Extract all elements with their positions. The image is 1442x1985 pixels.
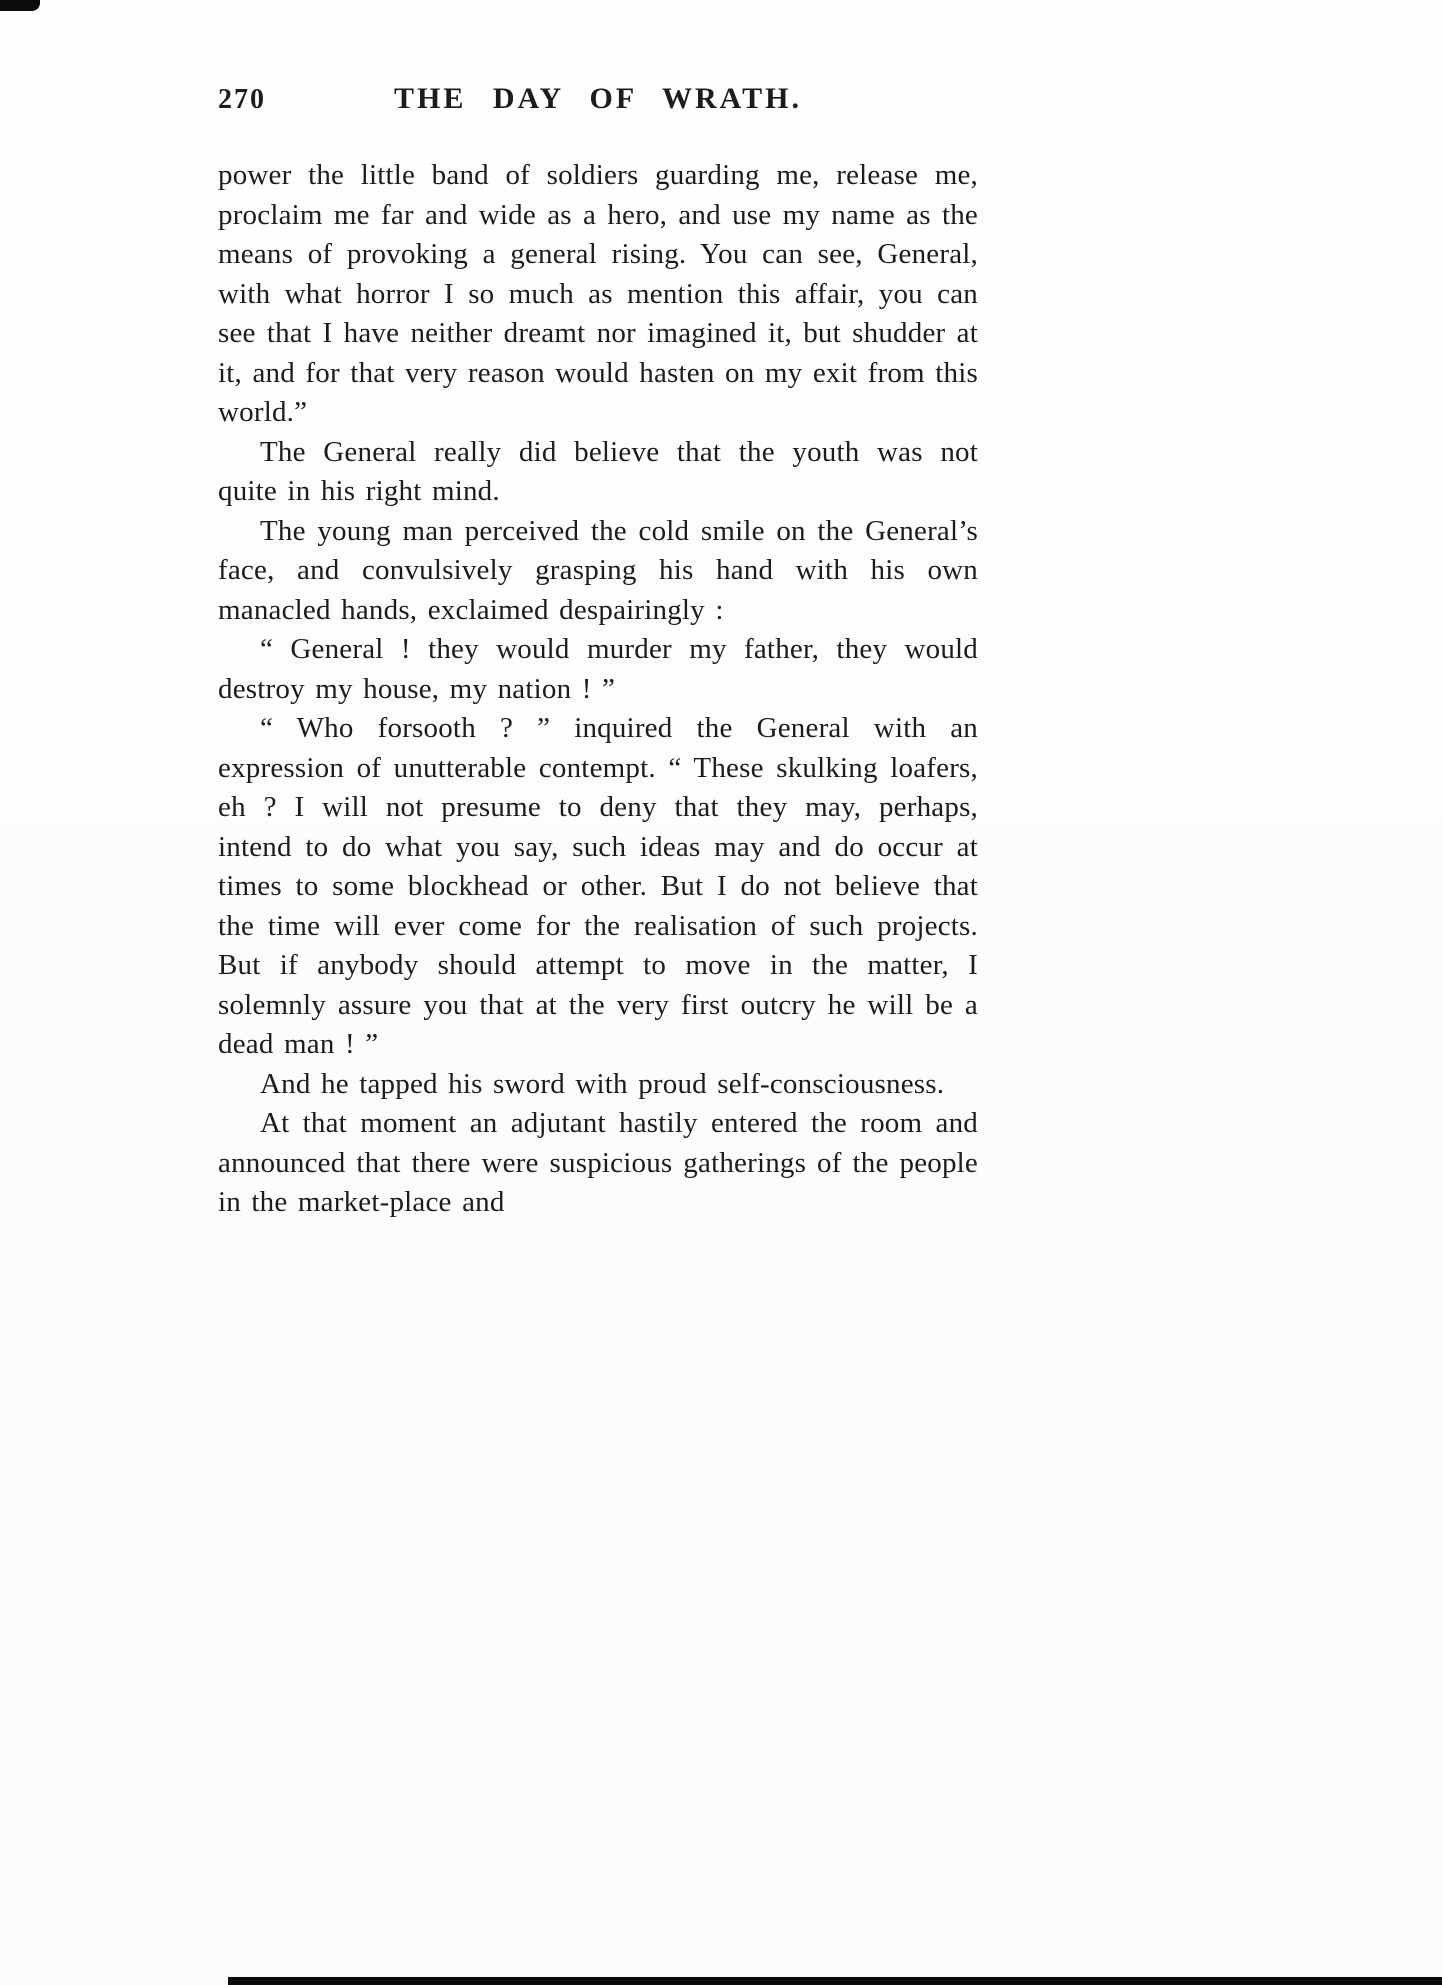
paragraph: The General really did believe that the youth was not quite in his right mind. (218, 435, 978, 507)
scan-artifact-bottom-edge (228, 1977, 1442, 1985)
paragraph: And he tapped his sword with proud self-consciousness. (260, 1067, 945, 1100)
paragraph: At that moment an adjutant hastily entered the room and announced that there were suspicious gatherings of the people in the market-place and (218, 1107, 978, 1218)
page-body (218, 156, 978, 1223)
page-content (218, 82, 978, 1223)
page-header (218, 82, 978, 124)
page-title: THE DAY OF WRATH. (394, 82, 802, 115)
paragraph: “ General ! they would murder my father, they would destroy my house, my nation ! ” (218, 633, 978, 705)
paragraph: power the little band of soldiers guarding me, release me, proclaim me far and wide as a hero, and use my name as the means of provoking a general rising. You can see, General, with what horror I so much as mention this affair, you can see that I have neither dreamt nor imagined it, but shudder at it, and for that very reason would hasten on my exit from this world.” (218, 159, 978, 428)
scan-artifact-top-left (0, 0, 40, 11)
paragraph: “ Who forsooth ? ” inquired the General with an expression of unutterable contempt. “ These skulking loafers, eh ? I will not presume to deny that they may, perhaps, intend to do what you say, such ideas may and do occur at times to some blockhead or other. But I do not believe that the time will ever come for the realisation of such projects. But if anybody should attempt to move in the matter, I solemnly assure you that at the very first outcry he will be a dead man ! ” (218, 712, 978, 1060)
paragraph: The young man perceived the cold smile on the General’s face, and convulsively grasping his hand with his own manacled hands, exclaimed despairingly : (218, 514, 978, 626)
page-number: 270 (218, 84, 266, 115)
